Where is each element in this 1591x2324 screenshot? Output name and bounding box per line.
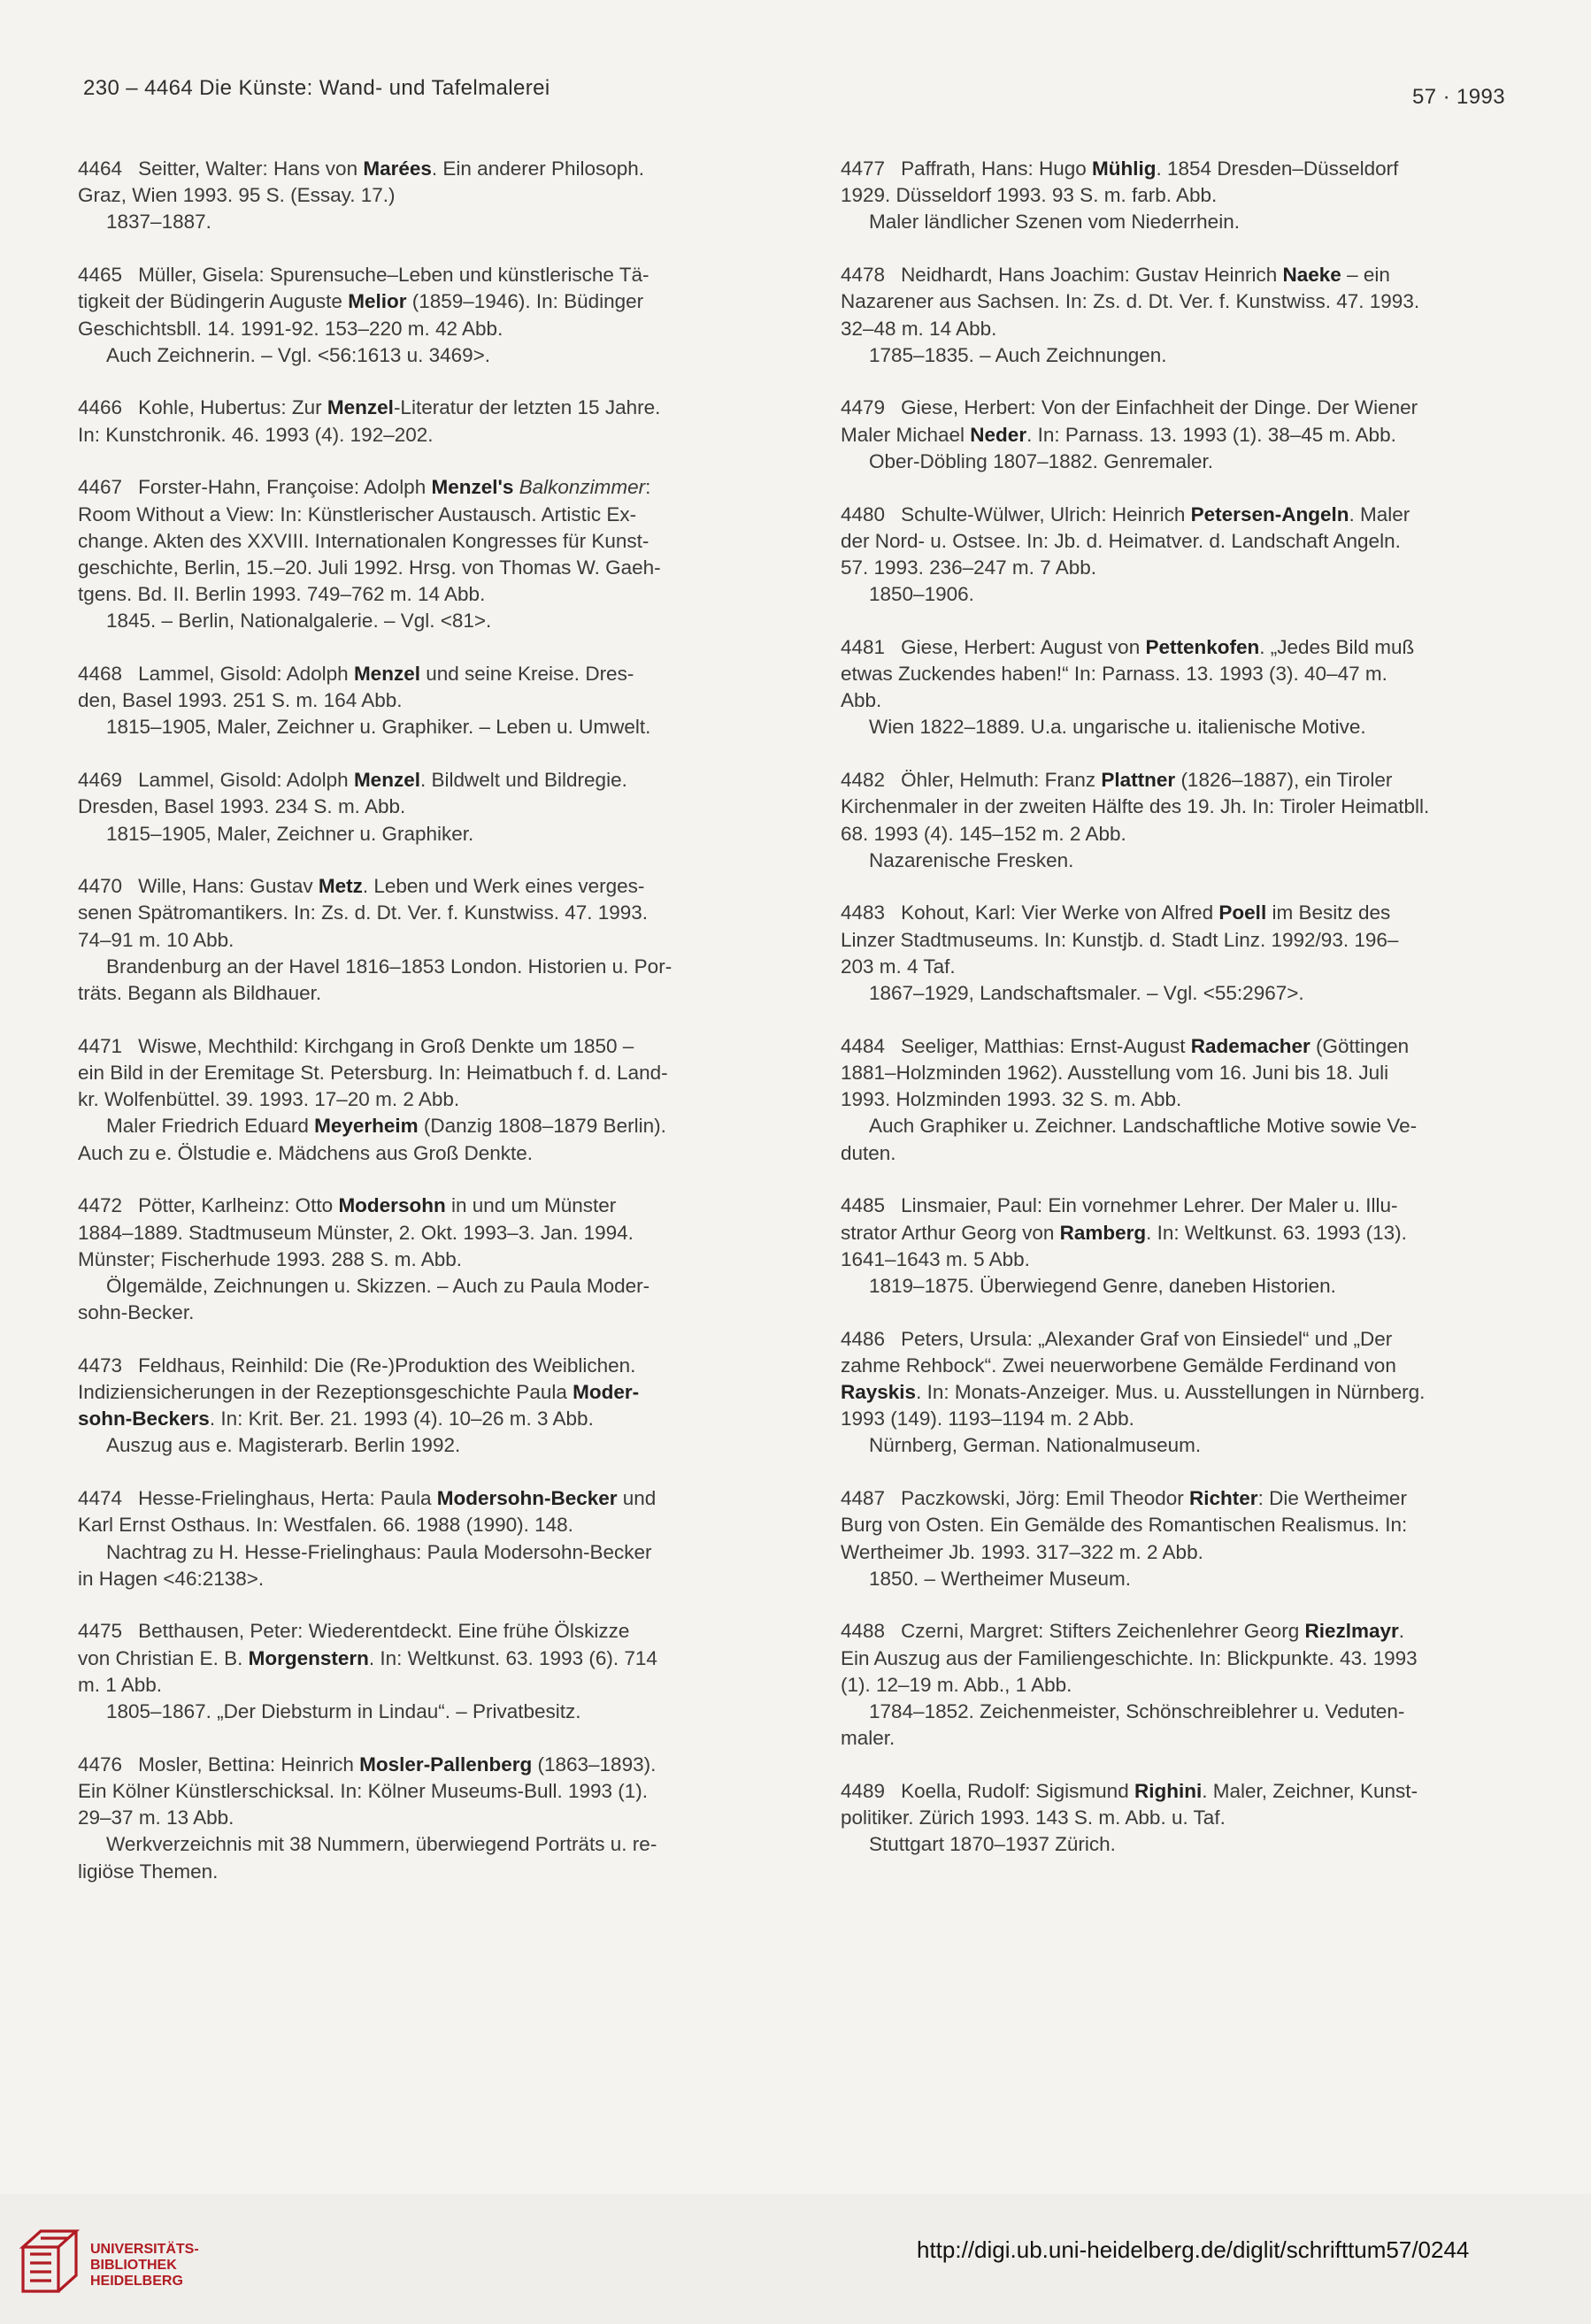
entry-citation-line: 4465 Müller, Gisela: Spurensuche–Leben und künstlerische Tä- xyxy=(78,264,649,287)
artist-name: Rademacher xyxy=(1190,1034,1310,1057)
entry-annotation: Wien 1822–1889. U.a. ungarische u. italienische Motive. xyxy=(869,716,1366,739)
bibliography-entry xyxy=(841,1485,1516,1592)
entry-citation-line: 203 m. 4 Taf. xyxy=(841,955,956,978)
source-url-link[interactable]: http://digi.ub.uni-heidelberg.de/diglit/schrifttum57/0244 xyxy=(917,2236,1470,2263)
bibliography-entry xyxy=(841,634,1516,741)
entry-number: 4481 xyxy=(841,635,886,658)
entry-annotation: duten. xyxy=(841,1141,896,1164)
artist-name: Ramberg xyxy=(1059,1221,1147,1244)
entry-annotation: 1850. – Wertheimer Museum. xyxy=(869,1567,1131,1590)
library-name-line: HEIDELBERG xyxy=(90,2274,183,2289)
entry-citation-line: 1993 (149). 1193–1194 m. 2 Abb. xyxy=(841,1407,1134,1430)
entry-citation-line: 4489 Koella, Rudolf: Sigismund Righini. Maler, Zeichner, Kunst- xyxy=(841,1779,1418,1802)
work-title: Balkonzimmer xyxy=(519,476,646,499)
entry-citation-line: tgens. Bd. II. Berlin 1993. 749–762 m. 14 Abb. xyxy=(78,583,486,606)
artist-name: Modersohn xyxy=(338,1194,446,1217)
entry-citation-line: 4473 Feldhaus, Reinhild: Die (Re-)Produktion des Weiblichen. xyxy=(78,1354,636,1377)
entry-citation-line: etwas Zuckendes haben!“ In: Parnass. 13. 1993 (3). 40–47 m. xyxy=(841,663,1387,686)
entry-citation-line: sohn-Beckers. In: Krit. Ber. 21. 1993 (4). 10–26 m. 3 Abb. xyxy=(78,1407,594,1430)
entry-annotation: maler. xyxy=(841,1727,895,1750)
artist-name: Menzel xyxy=(353,769,420,792)
entry-citation-line: Ein Auszug aus der Familiengeschichte. In: Blickpunkte. 43. 1993 xyxy=(841,1646,1418,1669)
entry-citation-line: 4479 Giese, Herbert: Von der Einfachheit der Dinge. Der Wiener xyxy=(841,396,1418,419)
entry-number: 4473 xyxy=(78,1354,123,1377)
entry-number: 4485 xyxy=(841,1194,886,1217)
entry-number: 4483 xyxy=(841,901,886,924)
artist-name: Naeke xyxy=(1282,264,1341,287)
bibliography-entry xyxy=(841,156,1516,236)
entry-number: 4487 xyxy=(841,1487,886,1510)
entry-citation-line: zahme Rehbock“. Zwei neuerworbene Gemälde Ferdinand von xyxy=(841,1354,1396,1377)
entry-citation-line: 4480 Schulte-Wülwer, Ulrich: Heinrich Petersen-Angeln. Maler xyxy=(841,502,1410,525)
bibliography-entry xyxy=(78,395,753,448)
entry-annotation: träts. Begann als Bildhauer. xyxy=(78,982,322,1005)
entry-annotation: 1850–1906. xyxy=(869,583,974,606)
entry-annotation: in Hagen <46:2138>. xyxy=(78,1567,265,1590)
entry-citation-line: 4482 Öhler, Helmuth: Franz Plattner (1826–1887), ein Tiroler xyxy=(841,769,1393,792)
bibliography-entry xyxy=(841,900,1516,1007)
entry-number: 4477 xyxy=(841,157,886,180)
entry-citation-line: Wertheimer Jb. 1993. 317–322 m. 2 Abb. xyxy=(841,1540,1203,1563)
entry-citation-line: Burg von Osten. Ein Gemälde des Romantischen Realismus. In: xyxy=(841,1514,1408,1537)
library-name xyxy=(90,2242,199,2289)
entry-citation-line: 4464 Seitter, Walter: Hans von Marées. Ein anderer Philosoph. xyxy=(78,157,645,180)
entry-citation-line: 4477 Paffrath, Hans: Hugo Mühlig. 1854 Dresden–Düsseldorf xyxy=(841,157,1399,180)
bibliography-entry xyxy=(78,1193,753,1326)
entry-citation-line: 4485 Linsmaier, Paul: Ein vornehmer Lehrer. Der Maler u. Illu- xyxy=(841,1194,1398,1217)
bibliography-entry xyxy=(841,502,1516,609)
entry-number: 4480 xyxy=(841,502,886,525)
left-column xyxy=(78,156,753,1911)
entry-number: 4475 xyxy=(78,1620,123,1643)
right-column xyxy=(841,156,1516,1884)
entry-citation-line: Graz, Wien 1993. 95 S. (Essay. 17.) xyxy=(78,184,396,207)
bibliography-entry xyxy=(841,767,1516,874)
entry-citation-line: 29–37 m. 13 Abb. xyxy=(78,1806,234,1829)
entry-citation-line: Nazarener aus Sachsen. In: Zs. d. Dt. Ver. f. Kunstwiss. 47. 1993. xyxy=(841,290,1420,313)
bibliography-entry xyxy=(841,1618,1516,1752)
entry-citation-line: Ein Kölner Künstlerschicksal. In: Kölner Museums-Bull. 1993 (1). xyxy=(78,1779,649,1802)
entry-number: 4476 xyxy=(78,1753,123,1776)
entry-number: 4467 xyxy=(78,476,123,499)
artist-name: Menzel's xyxy=(431,476,514,499)
entry-number: 4465 xyxy=(78,264,123,287)
artist-name: Menzel xyxy=(327,396,394,419)
artist-name: Poell xyxy=(1218,901,1267,924)
library-logo xyxy=(16,2226,83,2297)
entry-number: 4469 xyxy=(78,769,123,792)
entry-citation-line: 4478 Neidhardt, Hans Joachim: Gustav Heinrich Naeke – ein xyxy=(841,264,1390,287)
entry-citation-line: 4481 Giese, Herbert: August von Pettenkofen. „Jedes Bild muß xyxy=(841,635,1415,658)
artist-name: Rayskis xyxy=(841,1381,917,1404)
entry-citation-line: Rayskis. In: Monats-Anzeiger. Mus. u. Ausstellungen in Nürnberg. xyxy=(841,1381,1426,1404)
artist-name: Righini xyxy=(1134,1779,1203,1802)
bibliography-entry xyxy=(78,262,753,369)
entry-citation-line: 1993. Holzminden 1993. 32 S. m. Abb. xyxy=(841,1088,1182,1111)
entry-number: 4489 xyxy=(841,1779,886,1802)
entry-annotation: 1837–1887. xyxy=(106,211,211,234)
artist-name: Riezlmayr xyxy=(1304,1620,1399,1643)
bibliography-entry xyxy=(841,1326,1516,1460)
bibliography-entry xyxy=(78,661,753,741)
entry-number: 4470 xyxy=(78,875,123,898)
entry-annotation: 1867–1929, Landschaftsmaler. – Vgl. <55:2967>. xyxy=(869,982,1304,1005)
bibliography-entry xyxy=(78,767,753,848)
entry-citation-line: m. 1 Abb. xyxy=(78,1673,163,1696)
entry-annotation: Brandenburg an der Havel 1816–1853 London. Historien u. Por- xyxy=(106,955,673,978)
artist-name: Richter xyxy=(1189,1487,1258,1510)
entry-citation-line: ein Bild in der Eremitage St. Petersburg. In: Heimatbuch f. d. Land- xyxy=(78,1061,668,1084)
artist-name: Meyerheim xyxy=(314,1115,419,1138)
bibliography-entry xyxy=(78,1752,753,1885)
entry-citation-line: strator Arthur Georg von Ramberg. In: Weltkunst. 63. 1993 (13). xyxy=(841,1221,1407,1244)
entry-annotation: 1845. – Berlin, Nationalgalerie. – Vgl. <81>. xyxy=(106,610,492,633)
entry-citation-line: 4484 Seeliger, Matthias: Ernst-August Rademacher (Göttingen xyxy=(841,1034,1410,1057)
bibliography-entry xyxy=(841,262,1516,369)
entry-annotation: Stuttgart 1870–1937 Zürich. xyxy=(869,1833,1116,1856)
entry-citation-line: 4476 Mosler, Bettina: Heinrich Mosler-Pallenberg (1863–1893). xyxy=(78,1753,657,1776)
entry-citation-line: Kirchenmaler in der zweiten Hälfte des 19. Jh. In: Tiroler Heimatbll. xyxy=(841,795,1430,818)
entry-citation-line: 1881–Holzminden 1962). Ausstellung vom 16. Juni bis 18. Juli xyxy=(841,1061,1389,1084)
entry-citation-line: 74–91 m. 10 Abb. xyxy=(78,928,234,951)
entry-number: 4471 xyxy=(78,1034,123,1057)
entry-citation-line: change. Akten des XXVIII. Internationalen Kongresses für Kunst- xyxy=(78,529,649,552)
artist-name: Melior xyxy=(348,290,407,313)
running-header-volume: 57 · 1993 xyxy=(1412,85,1506,109)
entry-citation-line: von Christian E. B. Morgenstern. In: Weltkunst. 63. 1993 (6). 714 xyxy=(78,1646,657,1669)
running-header-title: 230 – 4464 Die Künste: Wand- und Tafelmalerei xyxy=(83,76,550,100)
bibliography-entry xyxy=(78,1618,753,1725)
entry-citation-line: Linzer Stadtmuseums. In: Kunstjb. d. Stadt Linz. 1992/93. 196– xyxy=(841,928,1399,951)
artist-name: Modersohn-Becker xyxy=(436,1487,618,1510)
entry-citation-line: 1929. Düsseldorf 1993. 93 S. m. farb. Abb. xyxy=(841,184,1218,207)
entry-citation-line: Maler Michael Neder. In: Parnass. 13. 1993 (1). 38–45 m. Abb. xyxy=(841,423,1396,446)
bibliography-entry xyxy=(78,1485,753,1592)
artist-name: Pettenkofen xyxy=(1145,635,1260,658)
entry-number: 4488 xyxy=(841,1620,886,1643)
entry-annotation: Ober-Döbling 1807–1882. Genremaler. xyxy=(869,449,1213,472)
bibliography-entry xyxy=(78,474,753,634)
bibliography-entry xyxy=(841,1778,1516,1859)
entry-citation-line: Room Without a View: In: Künstlerischer Austausch. Artistic Ex- xyxy=(78,502,637,525)
entry-citation-line: Indiziensicherungen in der Rezeptionsgeschichte Paula Moder- xyxy=(78,1381,640,1404)
entry-number: 4486 xyxy=(841,1327,886,1350)
entry-number: 4468 xyxy=(78,663,123,686)
entry-citation-line: Abb. xyxy=(841,689,882,712)
artist-name: Menzel xyxy=(353,663,420,686)
bibliography-entry xyxy=(841,1033,1516,1167)
artist-name: Morgenstern xyxy=(248,1646,369,1669)
entry-citation-line: Geschichtsbll. 14. 1991-92. 153–220 m. 42 Abb. xyxy=(78,317,503,340)
entry-citation-line: 4475 Betthausen, Peter: Wiederentdeckt. Eine frühe Ölskizze xyxy=(78,1620,630,1643)
artist-name: Neder xyxy=(970,423,1027,446)
bibliography-entry xyxy=(78,1033,753,1167)
entry-citation-line: 4468 Lammel, Gisold: Adolph Menzel und seine Kreise. Dres- xyxy=(78,663,634,686)
entry-number: 4478 xyxy=(841,264,886,287)
entry-annotation: Nachtrag zu H. Hesse-Frielinghaus: Paula Modersohn-Becker xyxy=(106,1540,652,1563)
entry-citation-line: 4487 Paczkowski, Jörg: Emil Theodor Richter: Die Wertheimer xyxy=(841,1487,1407,1510)
library-name-line: UNIVERSITÄTS- xyxy=(90,2242,199,2257)
entry-annotation: Maler ländlicher Szenen vom Niederrhein. xyxy=(869,211,1240,234)
entry-citation-line: politiker. Zürich 1993. 143 S. m. Abb. u. Taf. xyxy=(841,1806,1226,1829)
bibliography-entry xyxy=(841,395,1516,475)
entry-citation-line: geschichte, Berlin, 15.–20. Juli 1992. Hrsg. von Thomas W. Gaeh- xyxy=(78,556,661,579)
entry-citation-line: 4474 Hesse-Frielinghaus, Herta: Paula Modersohn-Becker und xyxy=(78,1487,657,1510)
entry-citation-line: Karl Ernst Osthaus. In: Westfalen. 66. 1988 (1990). 148. xyxy=(78,1514,573,1537)
entry-citation-line: 4471 Wiswe, Mechthild: Kirchgang in Groß Denkte um 1850 – xyxy=(78,1034,634,1057)
artist-name: Metz xyxy=(318,875,363,898)
entry-annotation: Auszug aus e. Magisterarb. Berlin 1992. xyxy=(106,1434,461,1457)
entry-number: 4484 xyxy=(841,1034,886,1057)
entry-annotation: 1805–1867. „Der Diebsturm in Lindau“. – Privatbesitz. xyxy=(106,1700,581,1723)
entry-annotation: 1819–1875. Überwiegend Genre, daneben Historien. xyxy=(869,1274,1336,1297)
bibliography-entry xyxy=(78,156,753,236)
entry-number: 4464 xyxy=(78,157,123,180)
entry-annotation: ligiöse Themen. xyxy=(78,1860,219,1883)
entry-citation-line: 4486 Peters, Ursula: „Alexander Graf von Einsiedel“ und „Der xyxy=(841,1327,1393,1350)
entry-citation-line: tigkeit der Büdingerin Auguste Melior (1859–1946). In: Büdinger xyxy=(78,290,644,313)
artist-name: Plattner xyxy=(1101,769,1176,792)
entry-annotation: Ölgemälde, Zeichnungen u. Skizzen. – Auch zu Paula Moder- xyxy=(106,1274,650,1297)
entry-citation-line: 4469 Lammel, Gisold: Adolph Menzel. Bildwelt und Bildregie. xyxy=(78,769,627,792)
entry-citation-line: 68. 1993 (4). 145–152 m. 2 Abb. xyxy=(841,822,1126,845)
entry-annotation: Nürnberg, German. Nationalmuseum. xyxy=(869,1434,1202,1457)
entry-annotation: Maler Friedrich Eduard Meyerheim (Danzig 1808–1879 Berlin). xyxy=(106,1115,666,1138)
entry-citation-line: 57. 1993. 236–247 m. 7 Abb. xyxy=(841,556,1096,579)
library-name-line: BIBLIOTHEK xyxy=(90,2258,177,2273)
entry-citation-line: den, Basel 1993. 251 S. m. 164 Abb. xyxy=(78,689,403,712)
entry-citation-line: Dresden, Basel 1993. 234 S. m. Abb. xyxy=(78,795,406,818)
entry-citation-line: kr. Wolfenbüttel. 39. 1993. 17–20 m. 2 Abb. xyxy=(78,1088,460,1111)
entry-citation-line: 4472 Pötter, Karlheinz: Otto Modersohn in und um Münster xyxy=(78,1194,617,1217)
bibliography-entry xyxy=(78,873,753,1007)
entry-citation-line: 4488 Czerni, Margret: Stifters Zeichenlehrer Georg Riezlmayr. xyxy=(841,1620,1405,1643)
entry-citation-line: 4483 Kohout, Karl: Vier Werke von Alfred Poell im Besitz des xyxy=(841,901,1391,924)
entry-annotation: Werkverzeichnis mit 38 Nummern, überwiegend Porträts u. re- xyxy=(106,1833,657,1856)
artist-name: Marées xyxy=(363,157,432,180)
entry-citation-line: In: Kunstchronik. 46. 1993 (4). 192–202. xyxy=(78,423,434,446)
entry-citation-line: 32–48 m. 14 Abb. xyxy=(841,317,997,340)
entry-citation-line: 4466 Kohle, Hubertus: Zur Menzel-Literatur der letzten 15 Jahre. xyxy=(78,396,661,419)
entry-citation-line: 1641–1643 m. 5 Abb. xyxy=(841,1247,1030,1270)
entry-citation-line: senen Spätromantikers. In: Zs. d. Dt. Ver. f. Kunstwiss. 47. 1993. xyxy=(78,901,649,924)
entry-number: 4472 xyxy=(78,1194,123,1217)
entry-citation-line: (1). 12–19 m. Abb., 1 Abb. xyxy=(841,1673,1072,1696)
entry-annotation: 1815–1905, Maler, Zeichner u. Graphiker. – Leben u. Umwelt. xyxy=(106,716,651,739)
entry-annotation: Auch Graphiker u. Zeichner. Landschaftliche Motive sowie Ve- xyxy=(869,1115,1418,1138)
bibliography-entry xyxy=(841,1193,1516,1300)
artist-name: Mosler-Pallenberg xyxy=(359,1753,533,1776)
entry-annotation: 1815–1905, Maler, Zeichner u. Graphiker. xyxy=(106,822,474,845)
artist-name: Mühlig xyxy=(1092,157,1157,180)
entry-citation-line: 1884–1889. Stadtmuseum Münster, 2. Okt. 1993–3. Jan. 1994. xyxy=(78,1221,634,1244)
entry-annotation: Auch zu e. Ölstudie e. Mädchens aus Groß Denkte. xyxy=(78,1141,534,1164)
entry-annotation: Auch Zeichnerin. – Vgl. <56:1613 u. 3469>. xyxy=(106,343,491,366)
entry-number: 4474 xyxy=(78,1487,123,1510)
bibliography-entry xyxy=(78,1353,753,1460)
entry-citation-line: der Nord- u. Ostsee. In: Jb. d. Heimatver. d. Landschaft Angeln. xyxy=(841,529,1401,552)
entry-number: 4482 xyxy=(841,769,886,792)
entry-number: 4466 xyxy=(78,396,123,419)
entry-annotation: sohn-Becker. xyxy=(78,1301,195,1324)
entry-citation-line: Münster; Fischerhude 1993. 288 S. m. Abb. xyxy=(78,1247,462,1270)
entry-annotation: Nazarenische Fresken. xyxy=(869,848,1074,871)
footer xyxy=(0,2194,1591,2324)
entry-annotation: 1785–1835. – Auch Zeichnungen. xyxy=(869,343,1167,366)
entry-citation-line: 4470 Wille, Hans: Gustav Metz. Leben und Werk eines verges- xyxy=(78,875,645,898)
entry-citation-line: 4467 Forster-Hahn, Françoise: Adolph Menzel's Balkonzimmer: xyxy=(78,476,651,499)
artist-name: sohn-Beckers xyxy=(78,1407,210,1430)
entry-number: 4479 xyxy=(841,396,886,419)
artist-name: Moder- xyxy=(573,1381,640,1404)
artist-name: Petersen-Angeln xyxy=(1190,502,1349,525)
entry-annotation: 1784–1852. Zeichenmeister, Schönschreiblehrer u. Veduten- xyxy=(869,1700,1405,1723)
